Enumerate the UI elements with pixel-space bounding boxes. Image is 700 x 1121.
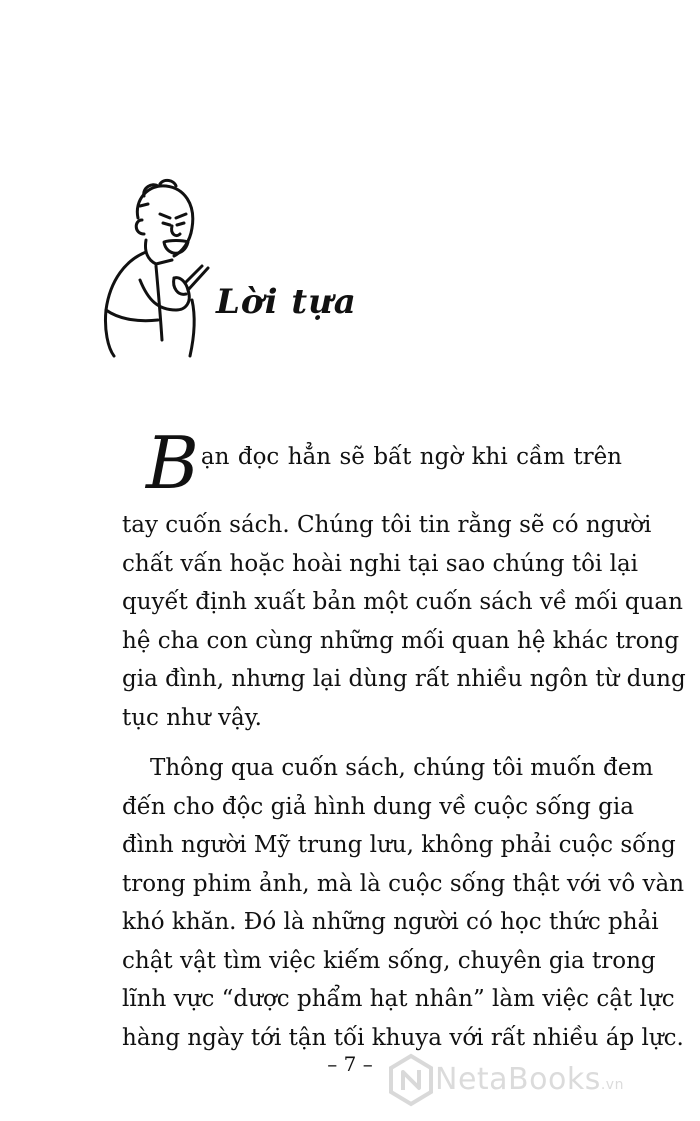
netabooks-logo-icon: [389, 1054, 433, 1106]
text-line: hàng ngày tới tận tối khuya với rất nhiều áp lực.: [122, 1024, 684, 1051]
text-line: đình người Mỹ trung lưu, không phải cuộc sống: [122, 832, 676, 858]
watermark-suffix: .vn: [600, 1077, 624, 1093]
watermark-brand: NetaBooks: [435, 1062, 601, 1097]
netabooks-watermark: [383, 1044, 683, 1116]
text-line: khó khăn. Đó là những người có học thức phải: [122, 909, 659, 935]
text-line: đến cho độc giả hình dung về cuộc sống gia: [122, 793, 634, 820]
text-line: tay cuốn sách. Chúng tôi tin rằng sẽ có người: [122, 512, 652, 538]
text-line: lĩnh vực “dược phẩm hạt nhân” làm việc cật lực: [122, 986, 675, 1012]
text-line: Thông qua cuốn sách, chúng tôi muốn đem: [150, 755, 654, 781]
text-line: trong phim ảnh, mà là cuộc sống thật với vô vàn: [122, 870, 685, 897]
paragraph-1: [122, 421, 686, 737]
chapter-title: Lời tựa: [216, 282, 357, 322]
text-line: tục như vậy.: [122, 704, 262, 731]
watermark-text: [435, 1062, 624, 1097]
text-line: quyết định xuất bản một cuốn sách về mối quan: [122, 589, 683, 615]
text-line: ạn đọc hẳn sẽ bất ngờ khi cầm trên: [200, 444, 622, 470]
text-line: chất vấn hoặc hoài nghi tại sao chúng tôi lại: [122, 550, 639, 577]
text-line: hệ cha con cùng những mối quan hệ khác trong: [122, 627, 680, 654]
paragraph-2: [122, 749, 685, 1057]
drop-cap: B: [146, 421, 199, 505]
text-line: chật vật tìm việc kiếm sống, chuyên gia trong: [122, 947, 656, 974]
shouting-man-illustration: [100, 170, 212, 360]
text-line: gia đình, nhưng lại dùng rất nhiều ngôn từ dung: [122, 666, 686, 692]
body-text: [122, 421, 686, 1057]
page-number: – 7 –: [327, 1052, 373, 1076]
chapter-heading: [100, 170, 500, 370]
